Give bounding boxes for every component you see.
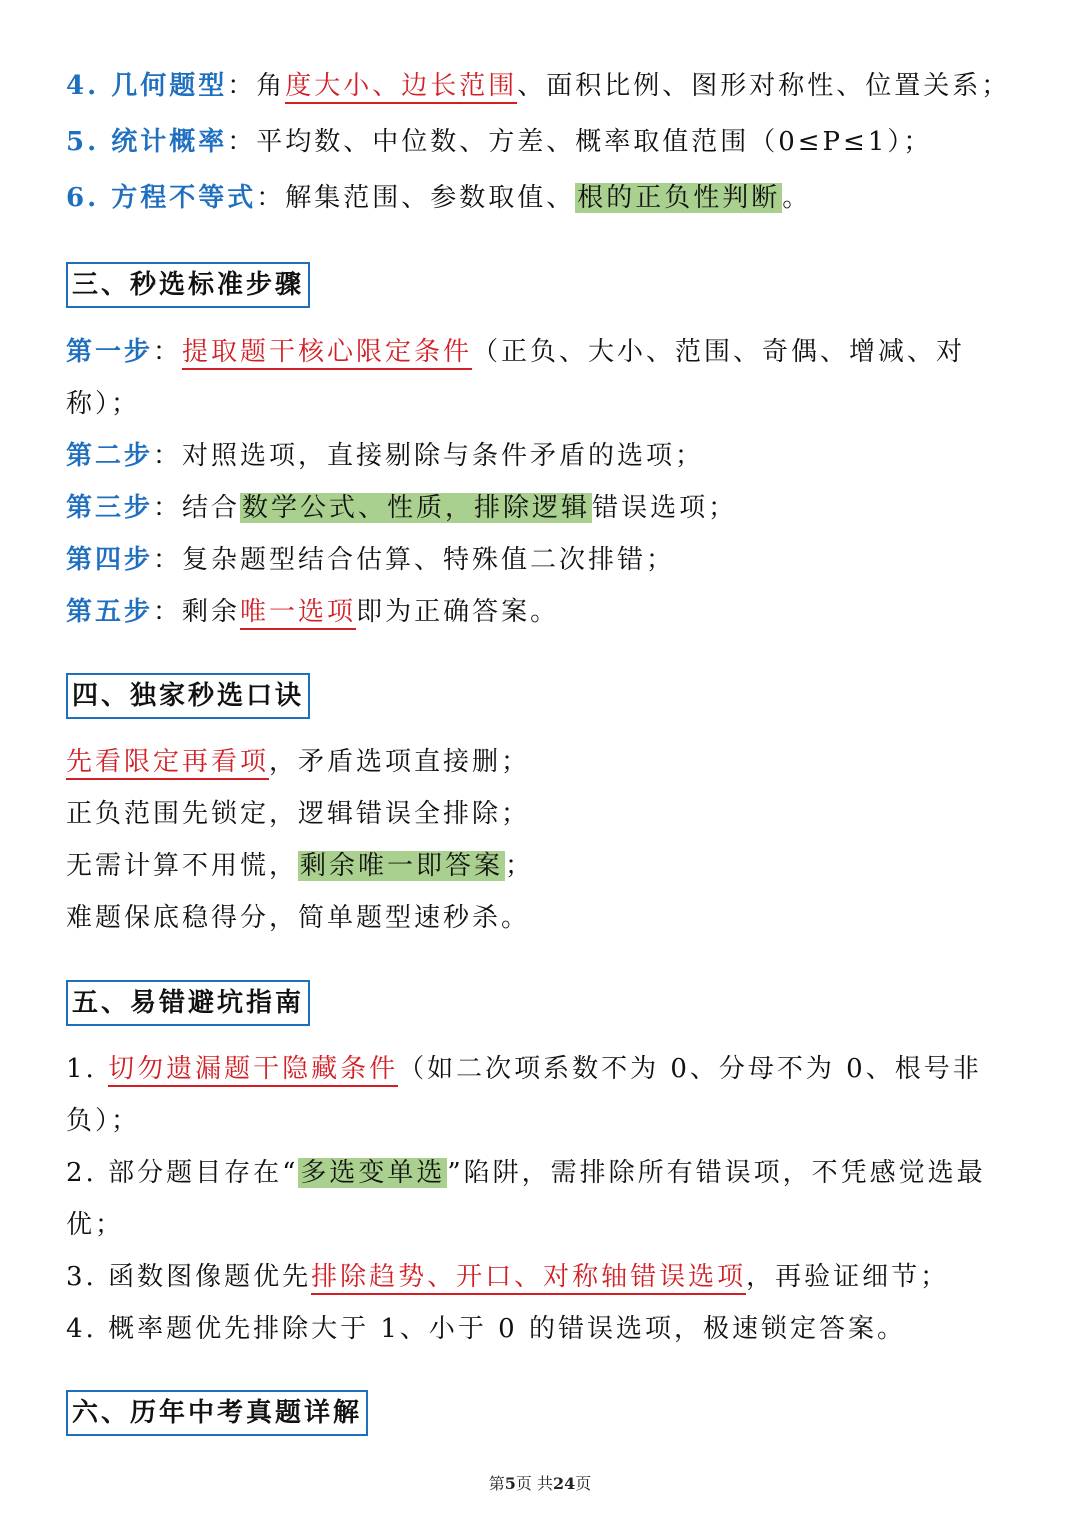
mnemonic-line-1: 先看限定再看项，矛盾选项直接删； bbox=[66, 742, 530, 782]
mnemonic-line-3: 无需计算不用慌，剩余唯一即答案； bbox=[66, 851, 535, 881]
section-heading-3: 三、秒选标准步骤 bbox=[66, 262, 310, 308]
red-emphasis: 排除趋势、开口、对称轴错误选项 bbox=[311, 1262, 746, 1295]
step-5: 第五步：剩余唯一选项即为正确答案。 bbox=[66, 592, 559, 632]
red-emphasis: 先看限定再看项 bbox=[66, 747, 269, 780]
topic-label: 5. 统计概率 bbox=[66, 127, 228, 157]
topic-equations: 6. 方程不等式：解集范围、参数取值、根的正负性判断。 bbox=[66, 183, 812, 213]
pitfall-2: 2. 部分题目存在“多选变单选”陷阱，需排除所有错误项，不凭感觉选最 bbox=[66, 1158, 986, 1188]
pitfall-2-continued: 优； bbox=[66, 1210, 125, 1240]
red-emphasis: 度大小、边长范围 bbox=[285, 71, 517, 104]
pitfall-1: 1. 切勿遗漏题干隐藏条件（如二次项系数不为 0、分母不为 0、根号非 bbox=[66, 1049, 982, 1089]
green-highlight: 根的正负性判断 bbox=[577, 183, 781, 213]
topic-label: 4. 几何题型 bbox=[66, 71, 228, 101]
mnemonic-line-4: 难题保底稳得分，简单题型速秒杀。 bbox=[66, 903, 531, 933]
step-label: 第四步 bbox=[66, 545, 154, 575]
green-highlight: 多选变单选 bbox=[300, 1158, 446, 1188]
current-page-number: 5 bbox=[504, 1474, 516, 1493]
step-label: 第二步 bbox=[66, 441, 154, 471]
step-2: 第二步：对照选项，直接剔除与条件矛盾的选项； bbox=[66, 441, 705, 471]
pitfall-4: 4. 概率题优先排除大于 1、小于 0 的错误选项，极速锁定答案。 bbox=[66, 1314, 906, 1344]
red-emphasis: 切勿遗漏题干隐藏条件 bbox=[108, 1054, 398, 1087]
green-highlight: 数学公式、性质，排除逻辑 bbox=[242, 493, 591, 523]
step-label: 第五步 bbox=[66, 597, 154, 627]
pitfall-3: 3. 函数图像题优先排除趋势、开口、对称轴错误选项，再验证细节； bbox=[66, 1257, 949, 1297]
step-3: 第三步：结合数学公式、性质，排除逻辑错误选项； bbox=[66, 493, 738, 523]
page-footer: 第5页 共24页 bbox=[488, 1474, 592, 1493]
step-4: 第四步：复杂题型结合估算、特殊值二次排错； bbox=[66, 545, 676, 575]
step-1-continued: 称）； bbox=[66, 389, 141, 419]
section-heading-5: 五、易错避坑指南 bbox=[66, 980, 310, 1026]
step-1: 第一步：提取题干核心限定条件（正负、大小、范围、奇偶、增减、对 bbox=[66, 332, 965, 372]
mnemonic-line-2: 正负范围先锁定，逻辑错误全排除； bbox=[66, 799, 531, 829]
topic-label: 6. 方程不等式 bbox=[66, 183, 257, 213]
red-emphasis: 唯一选项 bbox=[240, 597, 356, 630]
section-heading-4: 四、独家秒选口诀 bbox=[66, 673, 310, 719]
topic-statistics: 5. 统计概率：平均数、中位数、方差、概率取值范围（0≤P≤1）； bbox=[66, 127, 933, 157]
pitfall-1-continued: 负）； bbox=[66, 1106, 141, 1136]
total-page-count: 24 bbox=[552, 1474, 576, 1493]
topic-geometry: 4. 几何题型：角度大小、边长范围、面积比例、图形对称性、位置关系； bbox=[66, 66, 1010, 106]
step-label: 第一步 bbox=[66, 337, 154, 367]
green-highlight: 剩余唯一即答案 bbox=[300, 851, 504, 881]
step-label: 第三步 bbox=[66, 493, 154, 523]
section-heading-6: 六、历年中考真题详解 bbox=[66, 1390, 368, 1436]
red-emphasis: 提取题干核心限定条件 bbox=[182, 337, 472, 370]
